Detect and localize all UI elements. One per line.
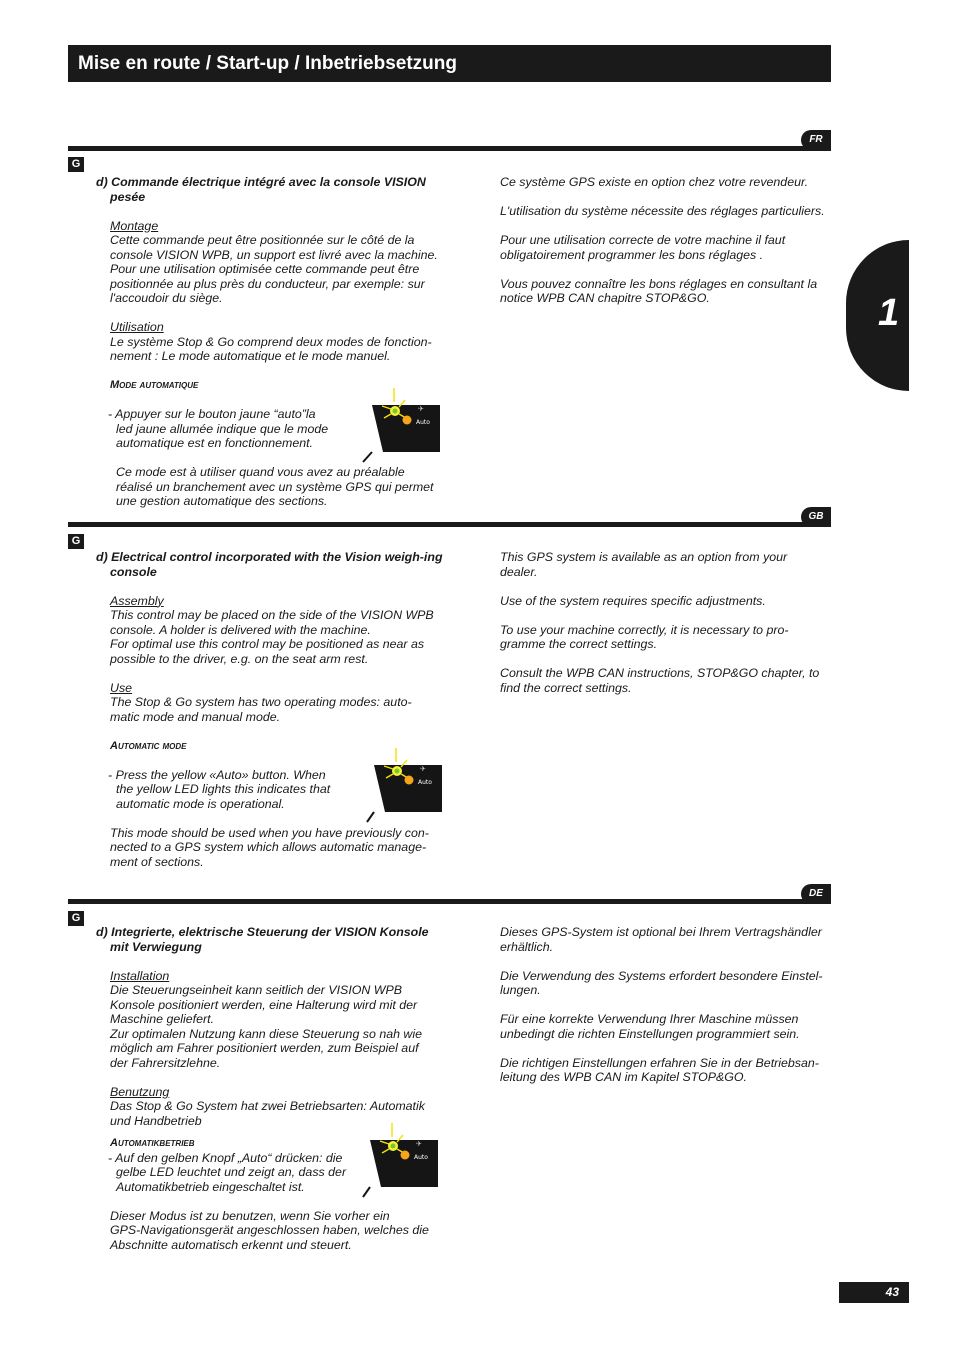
de-bullet: - Auf den gelben Knopf „Auto“ drücken: die gelbe LED leuchtet und zeigt an, dass der Automatikbetrieb eingeschaltet ist.	[108, 1150, 347, 1194]
section-marker-fr: G	[68, 157, 84, 172]
fr-assembly-line: l'accoudoir du siège.	[110, 291, 223, 305]
gb-bullet: - Press the yellow «Auto» button. When the yellow LED lights this indicates that automatic mode is operational.	[108, 767, 331, 811]
fr-right-paragraph: Vous pouvez connaître les bons réglages en consultant la notice WPB CAN chapitre STOP&GO.	[500, 276, 818, 305]
de-assembly-title: Installation	[110, 968, 170, 983]
fr-note-line: réalisé un branchement avec un système GPS qui permet	[116, 479, 434, 494]
de-right-paragraph: Für eine korrekte Verwendung Ihrer Maschine müssen unbedingt die richten Einstellungen programmiert sein.	[500, 1012, 800, 1041]
de-assembly-line: Die Steuerungseinheit kann seitlich der VISION WPB	[110, 983, 403, 997]
section-marker-de: G	[68, 911, 84, 926]
de-right-paragraph: Die richtigen Einstellungen erfahren Sie in der Betriebsan- leitung des WPB CAN im Kapitel STOP&GO.	[500, 1055, 819, 1084]
fr-assembly-title: Montage	[110, 218, 159, 233]
fr-use-line: Le système Stop & Go comprend deux modes de fonction-	[110, 334, 432, 349]
de-note-line: Abschnitte automatisch erkennt und steuert.	[110, 1237, 352, 1252]
gb-right-column	[500, 550, 835, 710]
fr-assembly-line: console VISION WPB, un support est livré avec la machine.	[110, 247, 438, 262]
gb-assembly-line: console. A holder is delivered with the machine.	[110, 622, 371, 637]
fr-assembly-line: Cette commande peut être positionnée sur le côté de la	[110, 233, 415, 247]
de-right-paragraph: Die Verwendung des Systems erfordert besondere Einstel- lungen.	[500, 968, 823, 997]
gb-mode-title: Automatic mode	[110, 739, 187, 752]
page-number: 43	[839, 1282, 909, 1303]
fr-use-title: Utilisation	[110, 320, 164, 334]
de-assembly-line: Zur optimalen Nutzung kann diese Steuerung so nah wie	[110, 1026, 423, 1041]
fr-note-line: Ce mode est à utiliser quand vous avez au préalable	[116, 465, 405, 479]
fr-assembly-line: Pour une utilisation optimisée cette commande peut être	[110, 262, 420, 276]
svg-text:✈: ✈	[418, 405, 424, 413]
gb-use-title: Use	[110, 680, 133, 695]
gb-use-line: The Stop & Go system has two operating modes: auto-	[110, 695, 412, 709]
fr-mode-title: Mode automatique	[110, 379, 199, 391]
de-right-paragraph: Dieses GPS-System ist optional bei Ihrem Vertragshändler erhältlich.	[500, 925, 822, 954]
de-assembly-line: möglich am Fahrer positioniert werden, zum Beispiel auf	[110, 1041, 419, 1055]
stop-go-control-panel-fr	[360, 380, 450, 470]
svg-text:Auto: Auto	[416, 419, 430, 426]
gb-assembly-title: Assembly	[110, 593, 164, 608]
de-heading: d) Integrierte, elektrische Steuerung der VISION Konsole mit Verwiegung	[96, 925, 429, 954]
fr-right-column	[500, 175, 835, 320]
language-tag-fr: FR	[801, 130, 831, 150]
de-assembly-line: der Fahrersitzlehne.	[110, 1055, 221, 1070]
stop-go-control-panel-gb	[362, 740, 452, 830]
section-rule-fr	[68, 146, 831, 151]
page-title: Mise en route / Start-up / Inbetriebsetzung	[78, 53, 457, 74]
gb-note-line: This mode should be used when you have previously con-	[110, 825, 429, 840]
gb-right-paragraph: This GPS system is available as an option from your dealer.	[500, 550, 788, 579]
de-note-line: Dieser Modus ist zu benutzen, wenn Sie vorher ein	[110, 1208, 390, 1223]
section-rule-gb	[68, 522, 831, 527]
gb-note-line: ment of sections.	[110, 854, 204, 869]
gb-use-line: matic mode and manual mode.	[110, 709, 281, 724]
gb-assembly-line: For optimal use this control may be positioned as near as	[110, 637, 425, 651]
fr-heading: d) Commande électrique intégré avec la console VISION pesée	[96, 175, 426, 204]
de-mode-title: Automatikbetrieb	[110, 1137, 195, 1149]
section-marker-gb: G	[68, 534, 84, 549]
gb-right-paragraph: Consult the WPB CAN instructions, STOP&GO chapter, to find the correct settings.	[500, 666, 820, 695]
fr-note-line: une gestion automatique des sections.	[116, 494, 328, 508]
de-assembly-line: Konsole positioniert werden, eine Halterung wird mit der	[110, 997, 418, 1012]
gb-assembly-line: This control may be placed on the side of the VISION WPB	[110, 608, 434, 622]
de-use-line: und Handbetrieb	[110, 1113, 202, 1128]
chapter-number: 1	[878, 292, 900, 334]
fr-assembly-line: positionnée au plus près du conducteur, par exemple: sur	[110, 276, 425, 291]
fr-use-line: nement : Le mode automatique et le mode manuel.	[110, 349, 391, 363]
fr-right-paragraph: Ce système GPS existe en option chez votre revendeur.	[500, 175, 809, 189]
svg-text:Auto: Auto	[414, 1154, 428, 1161]
de-use-line: Das Stop & Go System hat zwei Betriebsarten: Automatik	[110, 1099, 425, 1113]
de-note-line: GPS-Navigationsgerät angeschlossen haben, welches die	[110, 1223, 429, 1237]
svg-text:Auto: Auto	[418, 779, 432, 786]
svg-text:✈: ✈	[416, 1140, 422, 1148]
de-assembly-line: Maschine geliefert.	[110, 1012, 214, 1026]
de-use-title: Benutzung	[110, 1084, 170, 1099]
gb-note-line: nected to a GPS system which allows automatic manage-	[110, 840, 427, 854]
fr-right-paragraph: Pour une utilisation correcte de votre machine il faut obligatoirement programmer les bons réglages .	[500, 233, 786, 262]
stop-go-control-panel-de	[358, 1115, 448, 1205]
gb-right-paragraph: To use your machine correctly, it is necessary to pro- gramme the correct settings.	[500, 622, 789, 651]
fr-right-paragraph: L'utilisation du système nécessite des réglages particuliers.	[500, 204, 825, 218]
page-header	[68, 45, 831, 82]
fr-bullet: - Appuyer sur le bouton jaune “auto”la led jaune allumée indique que le mode automatique est en fonctionnement.	[108, 407, 329, 450]
svg-text:✈: ✈	[420, 765, 426, 773]
gb-right-paragraph: Use of the system requires specific adjustments.	[500, 593, 766, 608]
gb-assembly-line: possible to the driver, e.g. on the seat arm rest.	[110, 651, 369, 666]
de-right-column	[500, 925, 835, 1099]
language-tag-de: DE	[801, 884, 831, 904]
section-rule-de	[68, 899, 831, 904]
language-tag-gb: GB	[801, 507, 831, 527]
gb-heading: d) Electrical control incorporated with the Vision weigh-ing console	[96, 550, 443, 579]
